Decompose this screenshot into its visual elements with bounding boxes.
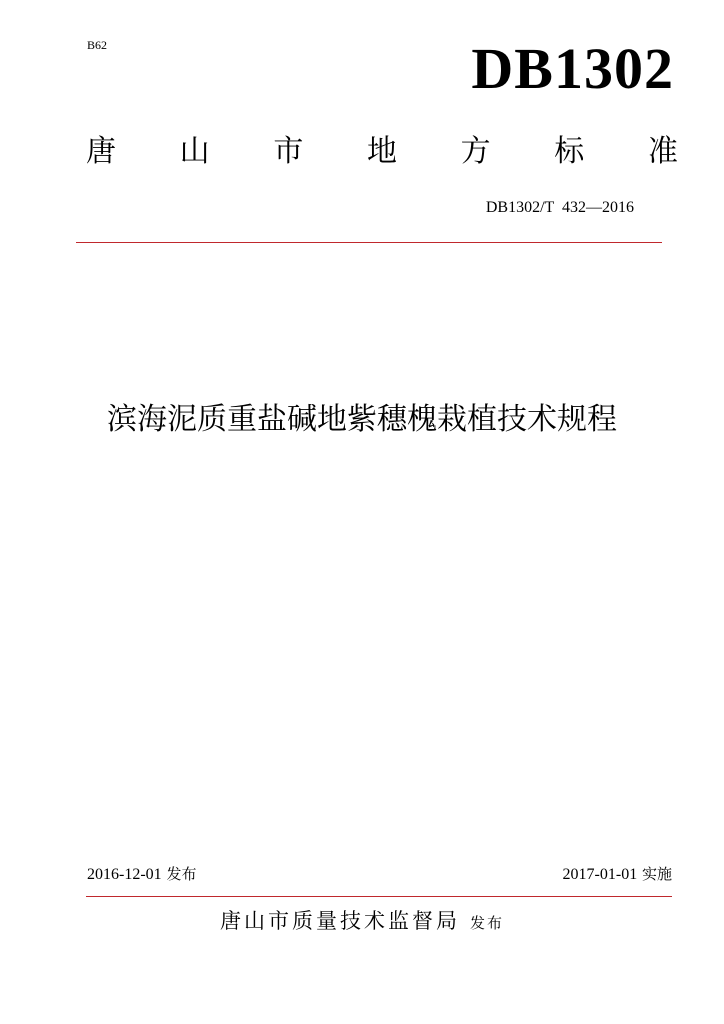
issue-date [87,864,196,885]
standard-type-char: 唐 [86,134,116,169]
implement-date-value: 2017-01-01 [562,866,638,883]
issue-date-value: 2016-12-01 [87,866,162,883]
implement-date-label: 实施 [641,865,672,883]
standard-type-char: 准 [647,134,678,169]
standard-type-char: 方 [460,134,491,169]
header-divider [76,242,662,243]
standard-type-char: 市 [273,134,304,169]
issuer-name: 唐山市质量技术监督局 [219,909,460,933]
standard-type [86,134,678,170]
issue-date-label: 发布 [166,865,197,883]
implement-date [563,864,672,885]
standard-type-char: 标 [554,134,585,169]
standard-number: DB1302/T 432—2016 [485,199,634,216]
footer-divider [86,896,672,897]
db-code: DB1302 [471,36,674,101]
issuer-line [0,906,724,936]
classification-code: B62 [87,38,108,52]
standard-type-char: 山 [179,134,210,169]
issuer-suffix: 发布 [469,914,504,932]
document-title: 滨海泥质重盐碱地紫穗槐栽植技术规程 [107,402,617,437]
standard-type-char: 地 [366,134,397,169]
